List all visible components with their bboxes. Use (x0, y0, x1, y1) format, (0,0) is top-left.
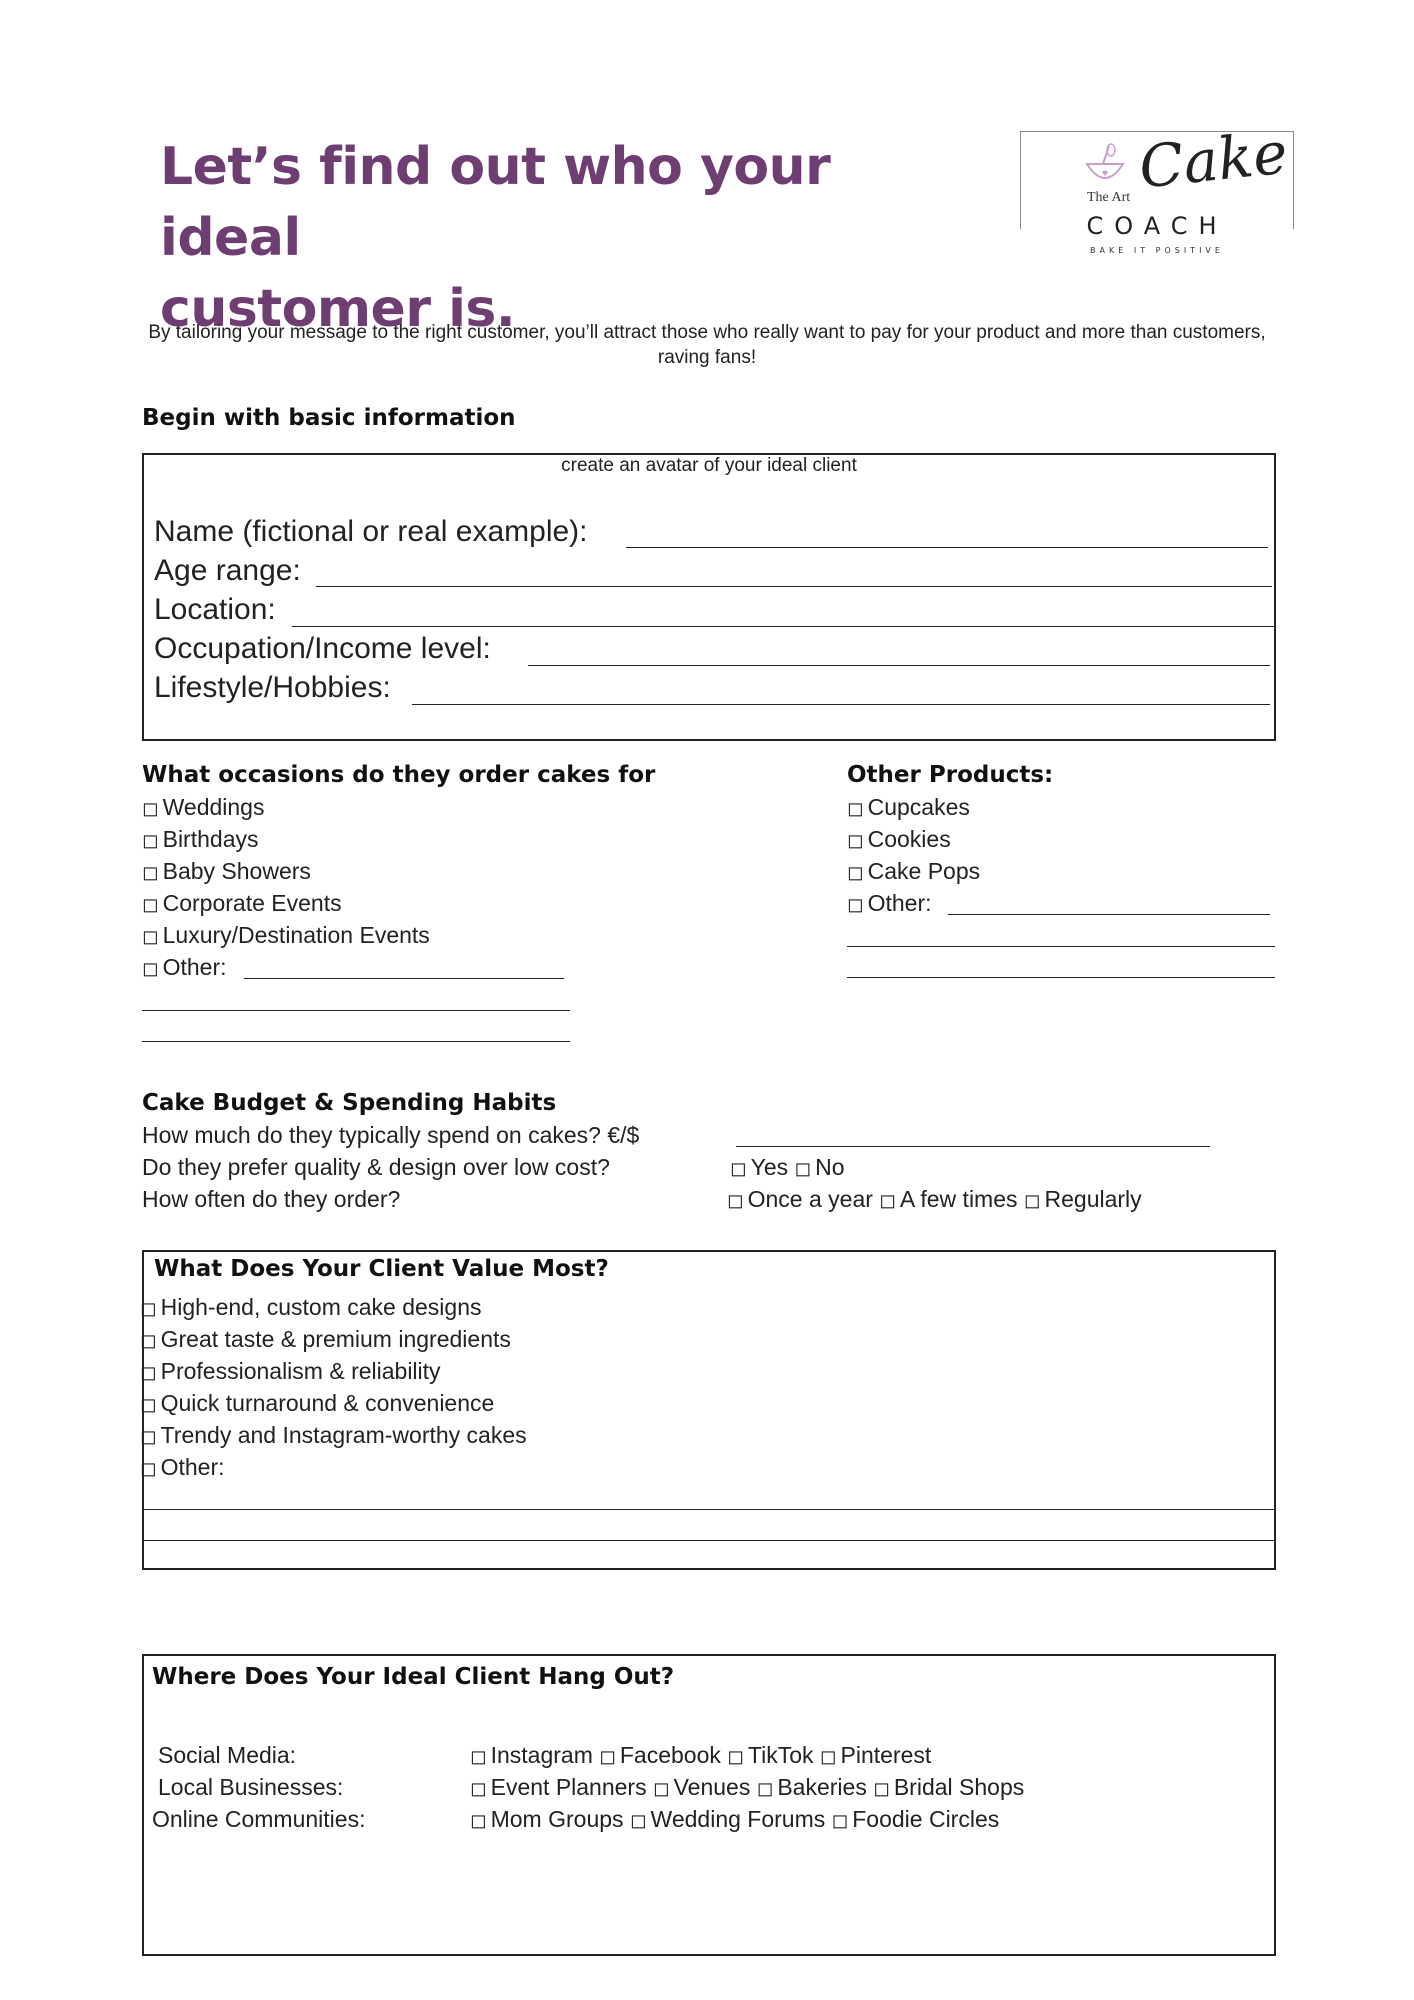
checkbox-icon[interactable]: ◻ (847, 894, 864, 916)
occupation-label: Occupation/Income level: (154, 632, 491, 665)
occasion-weddings[interactable] (142, 794, 430, 826)
checkbox-icon[interactable]: ◻ (142, 830, 159, 852)
product-label: Cake Pops (867, 858, 981, 884)
value-taste[interactable] (140, 1326, 527, 1358)
basic-info-box (142, 453, 1276, 741)
option-label: TikTok (747, 1742, 814, 1768)
option-label: Yes (750, 1154, 789, 1180)
option-label: A few times (899, 1186, 1018, 1212)
checkbox-icon[interactable]: ◻ (470, 1746, 487, 1768)
value-label: Other: (160, 1454, 225, 1480)
budget-frequency-question: How often do they order? (142, 1186, 401, 1212)
checkbox-icon[interactable]: ◻ (629, 1810, 647, 1832)
occasion-other-line-3[interactable] (142, 1041, 570, 1042)
checkbox-icon[interactable]: ◻ (831, 1810, 849, 1832)
option-label: Regularly (1044, 1186, 1142, 1212)
value-other-line-2[interactable] (144, 1540, 1274, 1541)
page-title (160, 132, 980, 345)
checkbox-icon[interactable]: ◻ (142, 798, 159, 820)
checkbox-icon[interactable]: ◻ (819, 1746, 837, 1768)
occasion-other-line-2[interactable] (142, 1010, 570, 1011)
social-media-label: Social Media: (158, 1742, 297, 1768)
brand-logo (1020, 118, 1294, 255)
product-other-line-3[interactable] (847, 977, 1275, 978)
option-label: Foodie Circles (852, 1806, 1000, 1832)
product-other[interactable] (847, 890, 980, 922)
logo-tagline: BAKE IT POSITIVE (1090, 246, 1224, 255)
value-label: Quick turnaround & convenience (160, 1390, 495, 1416)
logo-script-text: Cake (1135, 118, 1291, 202)
value-other[interactable] (140, 1454, 527, 1486)
checkbox-icon[interactable]: ◻ (140, 1426, 157, 1448)
occasion-label: Weddings (162, 794, 265, 820)
checkbox-icon[interactable]: ◻ (727, 1746, 744, 1768)
checkbox-icon[interactable]: ◻ (142, 862, 159, 884)
product-cake-pops[interactable] (847, 858, 980, 890)
online-communities-label: Online Communities: (152, 1806, 366, 1832)
option-regularly[interactable] (1024, 1186, 1142, 1212)
product-other-field[interactable] (948, 914, 1270, 915)
occasion-label: Birthdays (162, 826, 259, 852)
occasion-label: Other: (162, 954, 227, 980)
name-label: Name (fictional or real example): (154, 515, 588, 548)
checkbox-icon[interactable]: ◻ (730, 1158, 747, 1180)
option-label: Instagram (490, 1742, 593, 1768)
occasion-corporate[interactable] (142, 890, 430, 922)
checkbox-icon[interactable]: ◻ (879, 1190, 896, 1212)
title-line-2: customer is. (160, 279, 516, 339)
product-label: Cupcakes (867, 794, 970, 820)
product-other-line-2[interactable] (847, 946, 1275, 947)
value-professionalism[interactable] (140, 1358, 527, 1390)
hangout-box (142, 1654, 1276, 1956)
occasion-luxury[interactable] (142, 922, 430, 954)
option-label: Bakeries (777, 1774, 867, 1800)
occasion-birthdays[interactable] (142, 826, 430, 858)
option-bakeries[interactable] (757, 1774, 867, 1800)
option-tiktok[interactable] (727, 1742, 813, 1768)
age-label: Age range: (154, 554, 301, 587)
option-label: Venues (673, 1774, 751, 1800)
option-label: Facebook (619, 1742, 721, 1768)
occasion-label: Baby Showers (162, 858, 311, 884)
option-no[interactable] (795, 1154, 845, 1180)
checkbox-icon[interactable]: ◻ (1023, 1190, 1041, 1212)
checkbox-icon[interactable]: ◻ (847, 862, 864, 884)
checkbox-icon[interactable]: ◻ (470, 1810, 487, 1832)
option-venues[interactable] (653, 1774, 750, 1800)
budget-frequency-options (727, 1186, 1142, 1213)
name-field[interactable] (626, 547, 1268, 548)
checkbox-icon[interactable]: ◻ (140, 1394, 157, 1416)
budget-spend-question: How much do they typically spend on cakes? €/$ (142, 1122, 640, 1148)
occasion-label: Luxury/Destination Events (162, 922, 430, 948)
checkbox-icon[interactable]: ◻ (652, 1778, 670, 1800)
occasions-list (142, 794, 430, 986)
option-bridal-shops[interactable] (873, 1774, 1024, 1800)
product-cupcakes[interactable] (847, 794, 980, 826)
checkbox-icon[interactable]: ◻ (847, 830, 864, 852)
option-instagram[interactable] (470, 1742, 593, 1768)
value-trendy[interactable] (140, 1422, 527, 1454)
budget-heading: Cake Budget & Spending Habits (142, 1090, 557, 1116)
title-line-1: Let’s find out who your ideal (160, 137, 831, 268)
logo-main-text: COACH (1021, 212, 1293, 240)
option-label: No (815, 1154, 845, 1180)
product-label: Other: (867, 890, 932, 916)
hangout-heading: Where Does Your Ideal Client Hang Out? (152, 1664, 675, 1690)
location-label: Location: (154, 593, 276, 626)
product-cookies[interactable] (847, 826, 980, 858)
age-field[interactable] (316, 586, 1272, 587)
checkbox-icon[interactable]: ◻ (727, 1190, 744, 1212)
checkbox-icon[interactable]: ◻ (142, 926, 159, 948)
budget-quality-options (730, 1154, 845, 1181)
mixing-bowl-icon (1083, 142, 1127, 188)
values-box (142, 1250, 1276, 1570)
local-businesses-label: Local Businesses: (158, 1774, 344, 1800)
checkbox-icon[interactable]: ◻ (140, 1298, 157, 1320)
product-label: Cookies (867, 826, 951, 852)
option-label: Mom Groups (490, 1806, 624, 1832)
checkbox-icon[interactable]: ◻ (756, 1778, 774, 1800)
option-label: Once a year (747, 1186, 873, 1212)
values-list (140, 1294, 527, 1486)
option-yes[interactable] (730, 1154, 788, 1180)
social-media-options (470, 1742, 931, 1769)
occasion-label: Corporate Events (162, 890, 342, 916)
products-list (847, 794, 980, 922)
option-label: Wedding Forums (650, 1806, 826, 1832)
option-label: Event Planners (490, 1774, 647, 1800)
checkbox-icon[interactable]: ◻ (142, 894, 159, 916)
intro-text: By tailoring your message to the right customer, you’ll attract those who really want to pay for your product and more than customers, raving fans! (148, 322, 1266, 368)
location-field[interactable] (292, 626, 1274, 627)
option-label: Pinterest (840, 1742, 932, 1768)
budget-quality-question: Do they prefer quality & design over low cost? (142, 1154, 610, 1180)
checkbox-icon[interactable]: ◻ (140, 1458, 157, 1480)
checkbox-icon[interactable]: ◻ (873, 1778, 890, 1800)
products-heading: Other Products: (847, 762, 1054, 788)
occupation-field[interactable] (528, 665, 1270, 666)
checkbox-icon[interactable]: ◻ (794, 1158, 812, 1180)
option-once-a-year[interactable] (727, 1186, 873, 1212)
value-label: Trendy and Instagram-worthy cakes (160, 1422, 527, 1448)
option-wedding-forums[interactable] (630, 1806, 825, 1832)
checkbox-icon[interactable]: ◻ (470, 1778, 487, 1800)
occasion-baby-showers[interactable] (142, 858, 430, 890)
option-event-planners[interactable] (470, 1774, 647, 1800)
checkbox-icon[interactable]: ◻ (847, 798, 864, 820)
option-label: Bridal Shops (893, 1774, 1025, 1800)
checkbox-icon[interactable]: ◻ (142, 958, 159, 980)
lifestyle-field[interactable] (412, 704, 1270, 705)
value-label: Professionalism & reliability (160, 1358, 441, 1384)
avatar-caption: create an avatar of your ideal client (561, 455, 857, 476)
value-quick-turnaround[interactable] (140, 1390, 527, 1422)
option-mom-groups[interactable] (470, 1806, 624, 1832)
occasions-heading: What occasions do they order cakes for (142, 762, 656, 788)
occasion-other-field[interactable] (244, 978, 564, 979)
checkbox-icon[interactable]: ◻ (140, 1362, 157, 1384)
option-foodie-circles[interactable] (832, 1806, 1000, 1832)
local-businesses-options (470, 1774, 1024, 1801)
logo-small-text: The Art (1087, 190, 1131, 205)
option-a-few-times[interactable] (879, 1186, 1017, 1212)
basic-heading: Begin with basic information (142, 405, 516, 431)
value-custom-designs[interactable] (140, 1294, 527, 1326)
budget-spend-field[interactable] (736, 1146, 1210, 1147)
value-other-line-1[interactable] (144, 1509, 1274, 1510)
option-pinterest[interactable] (820, 1742, 931, 1768)
value-label: Great taste & premium ingredients (160, 1326, 511, 1352)
values-heading: What Does Your Client Value Most? (154, 1256, 609, 1282)
online-communities-options (470, 1806, 999, 1833)
option-facebook[interactable] (599, 1742, 721, 1768)
checkbox-icon[interactable]: ◻ (599, 1746, 616, 1768)
checkbox-icon[interactable]: ◻ (140, 1330, 157, 1352)
value-label: High-end, custom cake designs (160, 1294, 482, 1320)
occasion-other[interactable] (142, 954, 430, 986)
lifestyle-label: Lifestyle/Hobbies: (154, 671, 391, 704)
